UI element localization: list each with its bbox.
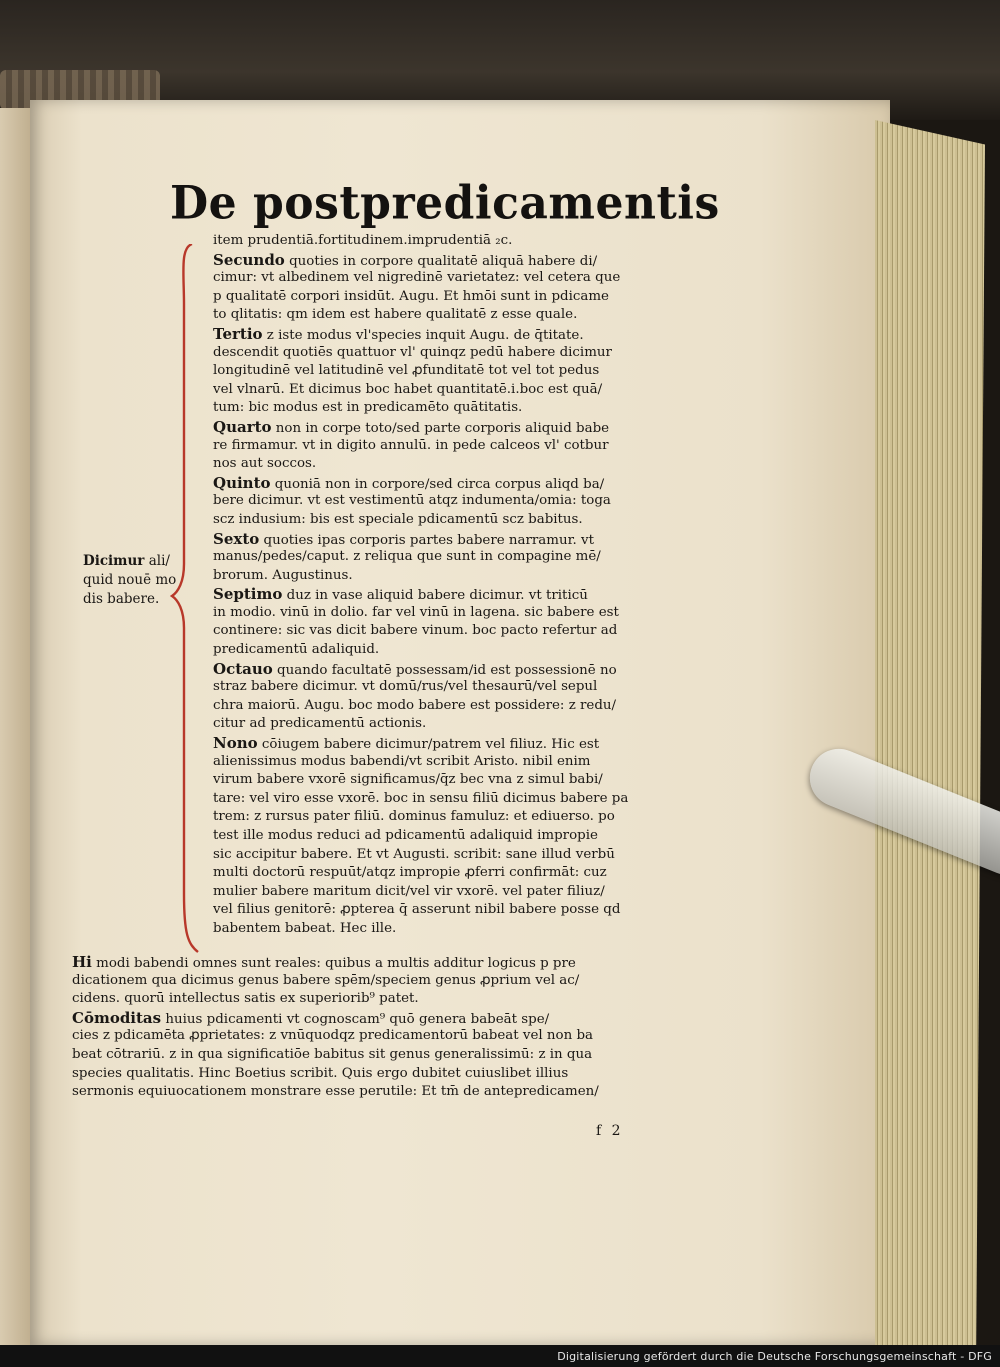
line-text: dis babere. bbox=[83, 591, 160, 607]
line-text: trem: z rursus pater filiū. dominus famuluz: et ediuerso. po bbox=[213, 809, 615, 825]
text-line bbox=[213, 492, 683, 511]
section-initial: Septimo bbox=[213, 585, 283, 604]
section-initial: Secundo bbox=[213, 250, 285, 269]
line-text: sermonis equiuocationem monstrare esse perutile: Et tm̄ de antepredicamen/ bbox=[72, 1084, 599, 1100]
text-line bbox=[213, 399, 683, 418]
line-text: continere: sic vas dicit babere vinum. boc pacto refertur ad bbox=[213, 623, 618, 639]
text-line bbox=[213, 269, 683, 288]
line-text: cimur: vt albedinem vel nigredinē varietatez: vel cetera que bbox=[213, 270, 621, 286]
text-line bbox=[213, 548, 683, 567]
text-line bbox=[213, 251, 683, 270]
line-text: item prudentiā.fortitudinem.imprudentiā ₂c. bbox=[213, 233, 513, 248]
line-text: quid nouē mo bbox=[83, 572, 177, 588]
line-text: quoties ipas corporis partes babere narramur. vt bbox=[259, 532, 594, 548]
text-line bbox=[213, 437, 683, 456]
margin-note-line bbox=[83, 571, 208, 590]
line-text: cies z pdicamēta ꝓprietates: z vnūquodqz predicamentorū babeat vel non ba bbox=[72, 1028, 594, 1044]
text-line bbox=[72, 1027, 662, 1046]
text-line bbox=[72, 1065, 662, 1084]
section-initial: Hi bbox=[72, 953, 92, 971]
text-line bbox=[213, 678, 683, 697]
full-width-text bbox=[72, 953, 662, 1102]
line-text: dicationem qua dicimus genus babere spēm/speciem genus ꝓprium vel ac/ bbox=[72, 972, 580, 988]
line-text: virum babere vxorē significamus/q̄z bec vna z simul babi/ bbox=[213, 772, 603, 788]
text-line bbox=[72, 1009, 662, 1028]
text-line bbox=[213, 344, 683, 363]
line-text: bere dicimur. vt est vestimentū atqz indumenta/omia: toga bbox=[213, 493, 611, 509]
text-line bbox=[213, 753, 683, 772]
line-text: sic accipitur babere. Et vt Augusti. scribit: sane illud verbū bbox=[213, 846, 615, 862]
text-line bbox=[213, 306, 683, 325]
section-initial: Sexto bbox=[213, 529, 260, 548]
main-text-column bbox=[213, 232, 683, 939]
line-text: cōiugem babere dicimur/patrem vel filiuz. Hic est bbox=[257, 737, 600, 753]
line-text: alienissimus modus babendi/vt scribit Aristo. nibil enim bbox=[213, 753, 591, 769]
line-text: p qualitatē corpori insidūt. Augu. Et hmōi sunt in pdicame bbox=[213, 288, 609, 304]
text-line bbox=[213, 418, 683, 437]
text-line bbox=[72, 1046, 662, 1065]
line-text: cidens. quorū intellectus satis ex superiorib⁹ patet. bbox=[72, 991, 419, 1007]
left-page-edge bbox=[0, 108, 32, 1348]
line-text: modi babendi omnes sunt reales: quibus a multis additur logicus p pre bbox=[91, 956, 576, 971]
line-text: ali/ bbox=[144, 553, 170, 569]
line-text: quoties in corpore qualitatē aliquā habere di/ bbox=[284, 253, 598, 269]
line-text: descendit quotiēs quattuor vl' quinqz pedū habere dicimur bbox=[213, 344, 612, 360]
section-initial: Nono bbox=[213, 734, 258, 753]
line-text: vel filius genitorē: ꝓpterea q̄ asserunt nibil babere posse qd bbox=[213, 902, 621, 918]
line-text: manus/pedes/caput. z reliqua que sunt in compagine mē/ bbox=[213, 549, 601, 565]
text-line bbox=[213, 381, 683, 400]
running-head: De postpredicamentis bbox=[170, 176, 720, 231]
line-text: tare: vel viro esse vxorē. boc in sensu filiū dicimus babere pa bbox=[213, 790, 629, 806]
text-line bbox=[72, 972, 662, 991]
text-line bbox=[213, 641, 683, 660]
text-line bbox=[213, 232, 683, 251]
text-line bbox=[213, 585, 683, 604]
margin-note-line bbox=[83, 590, 208, 609]
text-line bbox=[213, 846, 683, 865]
text-line bbox=[213, 362, 683, 381]
section-initial: Dicimur bbox=[83, 553, 145, 569]
text-line bbox=[213, 511, 683, 530]
line-text: re firmamur. vt in digito annulū. in pede calceos vl' cotbur bbox=[213, 437, 609, 453]
text-line bbox=[213, 325, 683, 344]
line-text: straz babere dicimur. vt domū/rus/vel thesaurū/vel sepul bbox=[213, 679, 598, 695]
text-line bbox=[72, 990, 662, 1009]
line-text: duz in vase aliquid babere dicimur. vt triticū bbox=[282, 588, 588, 604]
line-text: quando facultatē possessam/id est possessionē no bbox=[272, 662, 617, 678]
section-initial: Cōmoditas bbox=[72, 1008, 162, 1027]
line-text: babentem babeat. Hec ille. bbox=[213, 920, 397, 936]
line-text: scz indusium: bis est speciale pdicamentū scz babitus. bbox=[213, 511, 583, 527]
line-text: test ille modus reduci ad pdicamentū adaliquid impropie bbox=[213, 828, 598, 843]
signature-mark: f 2 bbox=[596, 1123, 624, 1139]
text-line bbox=[213, 790, 683, 809]
text-line bbox=[72, 953, 662, 972]
line-text: species qualitatis. Hinc Boetius scribit. Quis ergo dubitet cuiuslibet illius bbox=[72, 1065, 569, 1081]
text-line bbox=[213, 660, 683, 679]
text-line bbox=[213, 604, 683, 623]
text-line bbox=[213, 622, 683, 641]
section-initial: Quinto bbox=[213, 473, 271, 492]
text-line bbox=[213, 715, 683, 734]
text-line bbox=[213, 864, 683, 883]
text-line bbox=[213, 808, 683, 827]
line-text: vel vlnarū. Et dicimus boc habet quantitatē.i.boc est quā/ bbox=[213, 381, 603, 397]
text-line bbox=[213, 901, 683, 920]
line-text: brorum. Augustinus. bbox=[213, 567, 353, 583]
margin-note-line bbox=[83, 552, 208, 571]
line-text: quoniā non in corpore/sed circa corpus aliqd ba/ bbox=[270, 476, 605, 492]
line-text: citur ad predicamentū actionis. bbox=[213, 716, 427, 732]
line-text: non in corpe toto/sed parte corporis aliquid babe bbox=[271, 420, 610, 436]
text-line bbox=[213, 288, 683, 307]
text-line bbox=[213, 455, 683, 474]
digitization-credit: Digitalisierung gefördert durch die Deutsche Forschungsgemeinschaft - DFG bbox=[557, 1350, 992, 1363]
line-text: tum: bic modus est in predicamēto quātitatis. bbox=[213, 400, 523, 416]
line-text: z iste modus vl'species inquit Augu. de q̄titate. bbox=[262, 327, 584, 343]
line-text: chra maiorū. Augu. boc modo babere est possidere: z redu/ bbox=[213, 697, 617, 713]
section-initial: Tertio bbox=[213, 324, 263, 343]
line-text: mulier babere maritum dicit/vel vir vxorē. vel pater filiuz/ bbox=[213, 883, 605, 899]
line-text: huius pdicamenti vt cognoscam⁹ quō genera babeāt spe/ bbox=[161, 1011, 550, 1027]
text-line bbox=[213, 883, 683, 902]
line-text: to qlitatis: qm idem est habere qualitatē z esse quale. bbox=[213, 307, 578, 323]
text-line bbox=[213, 474, 683, 493]
text-line bbox=[213, 697, 683, 716]
line-text: longitudinē vel latitudinē vel ꝓfunditatē tot vel tot pedus bbox=[213, 363, 600, 379]
text-line bbox=[213, 827, 683, 846]
text-line bbox=[213, 530, 683, 549]
margin-note bbox=[83, 552, 208, 609]
text-line bbox=[213, 734, 683, 753]
text-line bbox=[213, 920, 683, 939]
line-text: in modio. vinū in dolio. far vel vinū in lagena. sic babere est bbox=[213, 604, 619, 620]
line-text: multi doctorū respuūt/atqz impropie ꝓferri confirmāt: cuz bbox=[213, 865, 607, 881]
text-line bbox=[213, 771, 683, 790]
text-line bbox=[72, 1083, 662, 1102]
line-text: beat cōtrariū. z in qua significatiōe babitus sit genus generalissimū: z in qua bbox=[72, 1046, 593, 1062]
section-initial: Octauo bbox=[213, 659, 273, 678]
section-initial: Quarto bbox=[213, 417, 272, 436]
text-line bbox=[213, 567, 683, 586]
page-fore-edge bbox=[875, 120, 985, 1345]
line-text: predicamentū adaliquid. bbox=[213, 642, 380, 658]
line-text: nos aut soccos. bbox=[213, 456, 317, 472]
